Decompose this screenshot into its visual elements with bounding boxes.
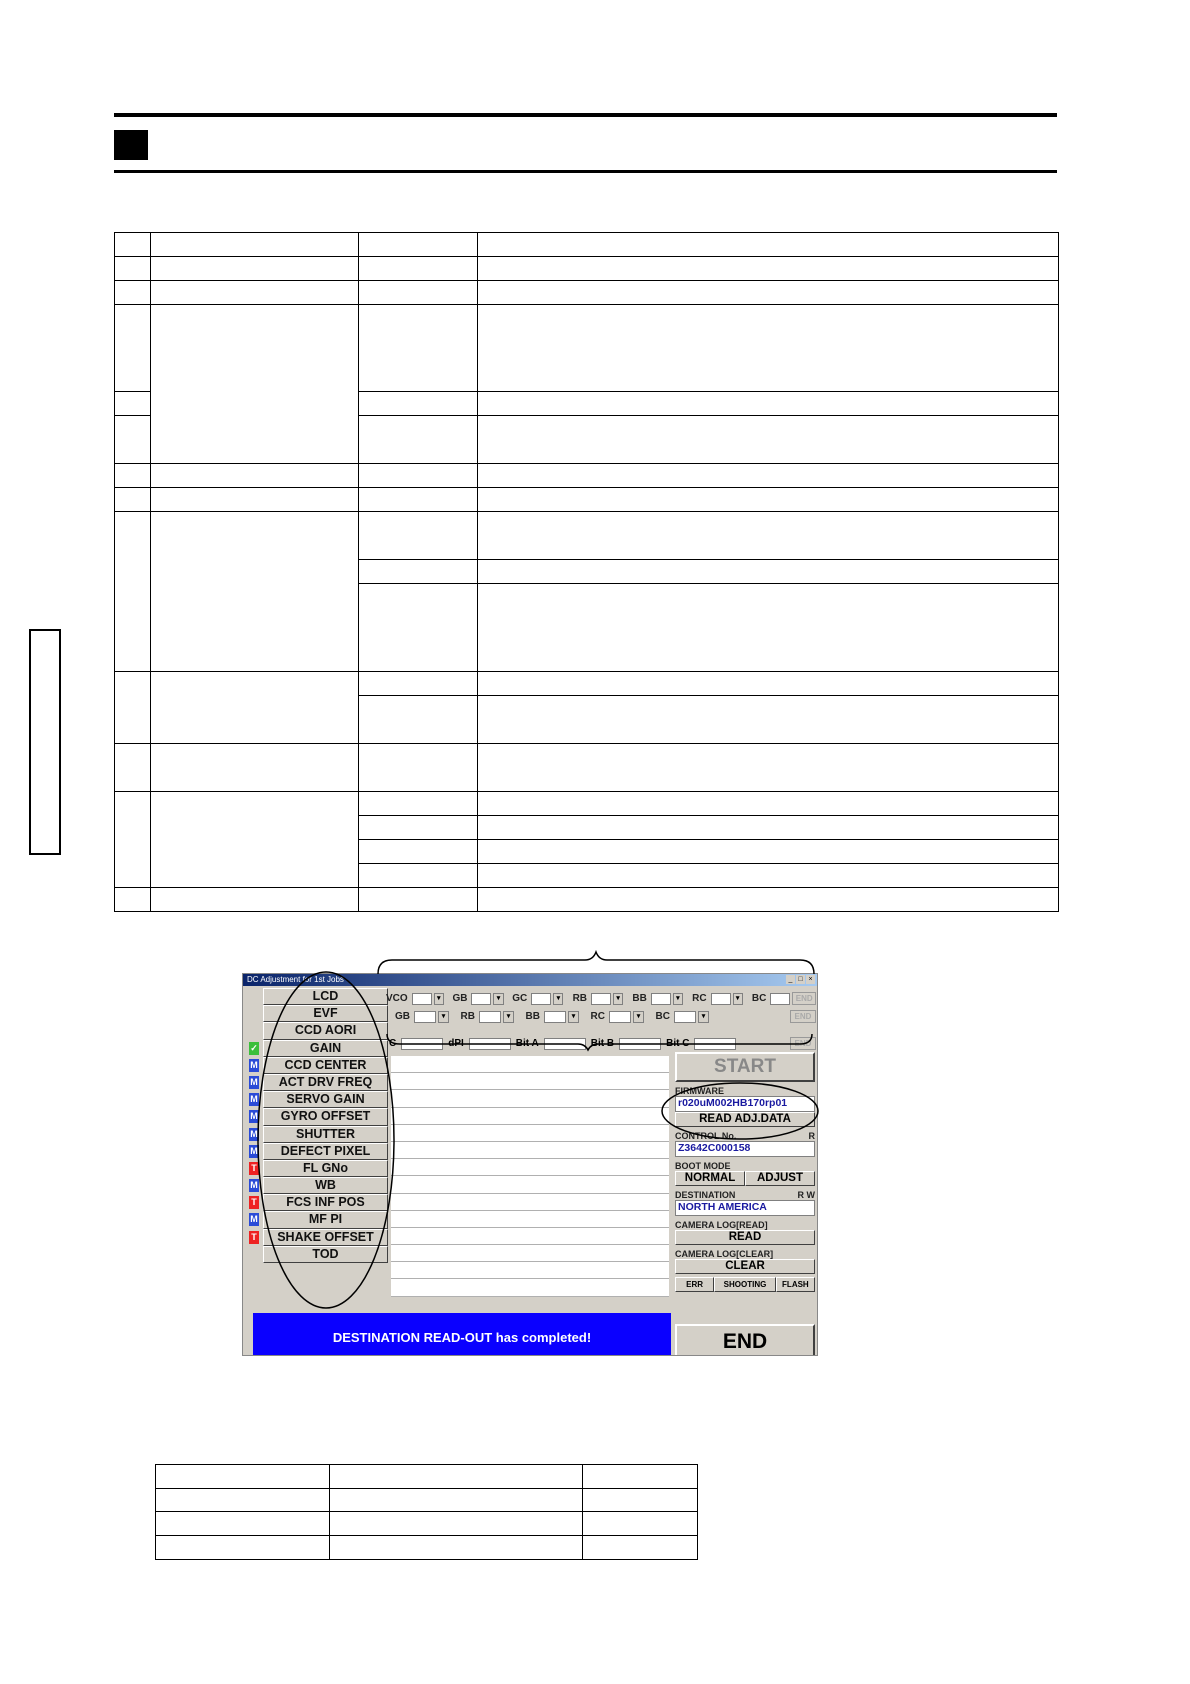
menu-act-drv-freq-button[interactable]: ACT DRV FREQ xyxy=(263,1074,388,1091)
minimize-icon[interactable]: _ xyxy=(786,975,795,984)
dropdown-icon[interactable]: ▾ xyxy=(434,993,444,1005)
menu-ccd-center-button[interactable]: CCD CENTER xyxy=(263,1057,388,1074)
dropdown-icon[interactable]: ▾ xyxy=(613,993,623,1005)
destination-label: DESTINATION xyxy=(675,1190,736,1200)
status-mark: T xyxy=(247,1160,259,1177)
menu-wb-button[interactable]: WB xyxy=(263,1177,388,1194)
aori-brace xyxy=(387,1034,812,1050)
lcd-end-button[interactable]: END xyxy=(792,992,816,1005)
maximize-icon[interactable]: □ xyxy=(796,975,805,984)
status-message: DESTINATION READ-OUT has completed! xyxy=(253,1313,671,1356)
param-label: C xyxy=(389,1038,397,1049)
menu-gain-button[interactable]: GAIN xyxy=(263,1040,388,1057)
dropdown-icon[interactable]: ▾ xyxy=(633,1011,644,1023)
evf-end-button[interactable]: END xyxy=(790,1010,816,1023)
control-read-button[interactable]: R xyxy=(808,1131,815,1141)
param-label: dPI xyxy=(448,1038,464,1049)
firmware-highlight-ellipse xyxy=(662,1083,818,1139)
status-mark: T xyxy=(247,1229,259,1246)
start-button[interactable]: START xyxy=(675,1052,815,1082)
param-label: BB xyxy=(525,1011,540,1022)
status-mark: M xyxy=(250,1076,258,1087)
param-label: VCO xyxy=(386,993,408,1004)
param-label: Bit C xyxy=(666,1038,690,1049)
menu-servo-gain-button[interactable]: SERVO GAIN xyxy=(263,1091,388,1108)
param-label: GB xyxy=(395,1011,410,1022)
status-mark: M xyxy=(250,1059,258,1070)
dropdown-icon[interactable]: ▾ xyxy=(733,993,743,1005)
control-no-label: CONTROL No. xyxy=(675,1131,737,1141)
param-label: GC xyxy=(512,993,528,1004)
shooting-button[interactable]: SHOOTING xyxy=(714,1277,776,1292)
flash-button[interactable]: FLASH xyxy=(776,1277,815,1292)
status-mark: M xyxy=(250,1111,258,1122)
clear-button[interactable]: CLEAR xyxy=(675,1259,815,1274)
menu-tod-button[interactable]: TOD xyxy=(263,1246,388,1263)
adjust-button[interactable]: ADJUST xyxy=(745,1171,815,1186)
param-label: BC xyxy=(655,1011,670,1022)
err-button[interactable]: ERR xyxy=(675,1277,714,1292)
param-label: Bit A xyxy=(515,1038,539,1049)
dropdown-icon[interactable]: ▾ xyxy=(493,993,503,1005)
firmware-label: FIRMWARE xyxy=(675,1086,724,1096)
camera-log-read-label: CAMERA LOG[READ] xyxy=(675,1220,768,1230)
aori-end-button[interactable]: END xyxy=(790,1037,816,1050)
menu-shake-offset-button[interactable]: SHAKE OFFSET xyxy=(263,1229,388,1246)
dropdown-icon[interactable]: ▾ xyxy=(438,1011,449,1023)
firmware-field: r020uM002HB170rp01 xyxy=(675,1096,815,1112)
camera-log-clear-label: CAMERA LOG[CLEAR] xyxy=(675,1249,774,1259)
param-label: RB xyxy=(572,993,588,1004)
end-button[interactable]: END xyxy=(675,1324,815,1356)
menu-evf-button[interactable]: EVF xyxy=(263,1005,388,1022)
status-mark: T xyxy=(247,1194,259,1211)
status-mark: M xyxy=(250,1145,258,1156)
menu-defect-pixel-button[interactable]: DEFECT PIXEL xyxy=(263,1143,388,1160)
read-adj-data-button[interactable]: READ ADJ.DATA xyxy=(675,1112,815,1127)
dropdown-icon[interactable]: ▾ xyxy=(673,993,683,1005)
param-label: RC xyxy=(692,993,707,1004)
close-icon[interactable]: × xyxy=(806,975,815,984)
dropdown-icon[interactable]: ▾ xyxy=(553,993,563,1005)
read-button[interactable]: READ xyxy=(675,1230,815,1245)
boot-mode-label: BOOT MODE xyxy=(675,1161,731,1171)
menu-fl-gno-button[interactable]: FL GNo xyxy=(263,1160,388,1177)
status-mark: M xyxy=(250,1214,258,1225)
normal-button[interactable]: NORMAL xyxy=(675,1171,745,1186)
dropdown-icon[interactable]: ▾ xyxy=(503,1011,514,1023)
menu-highlight-ellipse xyxy=(258,972,394,1308)
status-mark: ✓ xyxy=(250,1042,258,1053)
menu-shutter-button[interactable]: SHUTTER xyxy=(263,1126,388,1143)
dropdown-icon[interactable]: ▾ xyxy=(698,1011,709,1023)
param-label: RB xyxy=(460,1011,475,1022)
status-mark: M xyxy=(250,1180,258,1191)
destination-select[interactable]: NORTH AMERICA xyxy=(675,1200,815,1216)
menu-gyro-offset-button[interactable]: GYRO OFFSET xyxy=(263,1108,388,1125)
menu-lcd-button[interactable]: LCD xyxy=(263,988,388,1005)
param-label: BB xyxy=(632,993,647,1004)
menu-fcs-inf-pos-button[interactable]: FCS INF POS xyxy=(263,1194,388,1211)
param-label: GB xyxy=(452,993,468,1004)
dropdown-icon[interactable]: ▾ xyxy=(568,1011,579,1023)
menu-ccd-aori-button[interactable]: CCD AORI xyxy=(263,1022,388,1039)
param-label: Bit B xyxy=(590,1038,615,1049)
status-mark: M xyxy=(250,1128,258,1139)
param-label: RC xyxy=(590,1011,605,1022)
bottom-table xyxy=(155,1464,698,1560)
window-title: DC Adjustment for 1st Jobs xyxy=(247,975,344,984)
param-label: BC xyxy=(751,993,767,1004)
menu-mf-pi-button[interactable]: MF PI xyxy=(263,1211,388,1228)
status-mark: M xyxy=(250,1094,258,1105)
control-no-field: Z3642C000158 xyxy=(675,1141,815,1157)
top-brace xyxy=(378,952,814,974)
destination-rw-buttons[interactable]: R W xyxy=(797,1190,815,1200)
